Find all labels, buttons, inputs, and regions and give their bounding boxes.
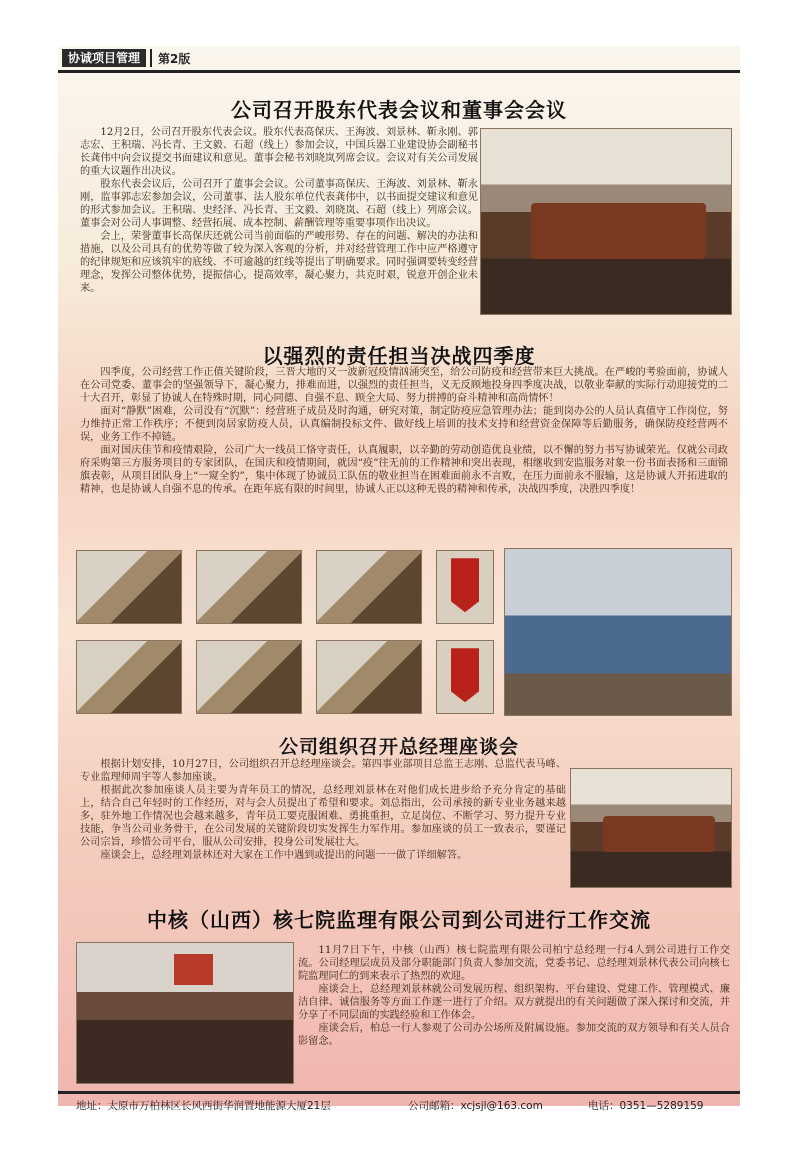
office-photo <box>76 640 182 714</box>
office-photo <box>316 640 422 714</box>
office-photo <box>316 550 422 624</box>
article-3-title: 公司组织召开总经理座谈会 <box>278 736 519 758</box>
article-2-paragraph: 面对“静默”困难，公司没有“沉默”：经营班子成员及时沟通，研究对策，制定防疫应急管理办法；能到岗办公的人员认真值守工作岗位，努力维持正常工作秩序；不便到岗居家防疫人员，认真编制投标文件、做好线上培训的技术支持和经营资金保障等后勤服务，确保防疫经营两不误，业务工作不掉链。 <box>80 406 728 443</box>
article-4-paragraph: 座谈会后，柏总一行人参观了公司办公场所及附属设施。参加交流的双方领导和有关人员合影留念。 <box>298 1023 730 1047</box>
article-1-paragraph: 12月2日，公司召开股东代表会议。股东代表高保庆、王海波、刘景林、靳永刚、郭志宏、王积瑞、冯长青、王文毅、石超（线上）参加会议，中国兵器工业建设协会副秘书长龚伟中向会议提交书面建议和意见。董事会秘书刘晓岚列席会议。会议对有关公司发展的重大议题作出决议。 <box>80 127 478 177</box>
office-photo <box>196 640 302 714</box>
forum-photo <box>570 768 732 888</box>
article-3-paragraph: 根据计划安排，10月27日，公司组织召开总经理座谈会。第四事业部项目总监王志刚、总监代表马峰、专业监理师周宇等人参加座谈。 <box>80 759 566 783</box>
article-3-paragraph: 根据此次参加座谈人员主要为青年员工的情况，总经理刘景林在对他们成长进步给予充分肯定的基础上，结合自己年轻时的工作经历，对与会人员提出了希望和要求。刘总指出，公司承接的新专业业务越来越多，驻外地工作情况也会越来越多，青年员工要克服困难、勇挑重担，立足岗位、不断学习、努力提升专业技能，争当公司业务骨干，在公司发展的关键阶段切实发挥生力军作用。参加座谈的员工一致表示，要谨记公司宗旨，珍惜公司平台，服从公司安排，投身公司发展壮大。 <box>80 785 566 848</box>
article-4-title: 中核（山西）核七院监理有限公司到公司进行工作交流 <box>147 908 651 932</box>
article-3-body <box>80 758 566 862</box>
team-group-photo <box>504 548 732 716</box>
pennant-photo <box>436 550 494 624</box>
article-3-paragraph: 座谈会上，总经理刘景林还对大家在工作中遇到或提出的问题一一做了详细解答。 <box>100 850 468 861</box>
page-footer <box>58 1091 740 1116</box>
office-photo <box>76 550 182 624</box>
paper-name: 协诚项目管理 <box>62 49 146 67</box>
footer-phone: 电话：0351—5289159 <box>588 1100 704 1112</box>
pennant-photo <box>436 640 494 714</box>
article-2-paragraph: 面对国庆佳节和疫情艰险，公司广大一线员工恪守责任，认真履职，以辛勤的劳动创造优良业绩，以不懈的努力书写协诚荣光。仅就公司政府采购第三方服务项目的专家团队，在国庆和疫情期间，就因“疫”往无前的工作精神和突出表现，相继收到安监服务对象一份书面表扬和三面锦旗表彰，从项目团队身上“一窥全豹”，集中体现了协诚员工队伍的敬业担当在困难面前永不言败，在压力面前永不服输，这是协诚人开拓进取的精神，也是协诚人自强不息的传承。在距年底有限的时间里，协诚人正以这种无畏的精神和传承，决战四季度，决胜四季度！ <box>80 445 728 495</box>
article-2-title: 以强烈的责任担当决战四季度 <box>262 344 536 368</box>
footer-address: 地址：太原市万柏林区长风西街华润置地能源大厦21层 <box>76 1100 331 1112</box>
article-2-body <box>80 366 728 496</box>
exchange-meeting-photo <box>76 942 294 1084</box>
article-1-paragraph: 股东代表会议后，公司召开了董事会会议。公司董事高保庆、王海波、刘景林、靳永刚，监事郭志宏参加会议，公司董事、法人股东单位代表龚伟中，以书面提交建议和意见的形式参加会议。王积瑞、史经泽、冯长青、王文毅、刘晓岚、石超（线上）列席会议。董事会对公司人事调整、经营拓展、成本控制、薪酬管理等重要事项作出决议。 <box>80 179 478 229</box>
newspaper-page <box>58 46 740 1106</box>
edition-label: 第2版 <box>158 52 191 66</box>
office-photo <box>196 550 302 624</box>
article-1-paragraph: 会上，荣誉董事长高保庆还就公司当前面临的严峻形势、存在的问题、解决的办法和措施，以及公司具有的优势等做了较为深入客观的分析，并对经营管理工作中应严格遵守的纪律规矩和应该筑牢的底线、不可逾越的红线等提出了明确要求。同时强调要转变经营理念，发挥公司整体优势，提振信心，提高效率，凝心聚力，共克时艰，锐意开创企业未来。 <box>80 231 478 294</box>
article-4-body <box>298 944 730 1048</box>
article-2-paragraph: 四季度，公司经营工作正值关键阶段，三晋大地的又一波新冠疫情汹涌突至，给公司防疫和经营带来巨大挑战。在严峻的考验面前，协诚人在公司党委、董事会的坚强领导下，凝心聚力，排难而进，以强烈的责任担当，义无反顾地投身四季度决战，以敬业奉献的实际行动迎接党的二十大召开，彰显了协诚人在特殊时期，同心同德、自强不息、顾全大局、努力拼搏的奋斗精神和高尚情怀！ <box>80 367 728 404</box>
page-header <box>58 46 740 73</box>
header-divider <box>150 49 152 67</box>
article-1-body <box>80 126 478 295</box>
footer-email: 公司邮箱：xcjsjl@163.com <box>408 1100 543 1112</box>
article-1-title: 公司召开股东代表会议和董事会会议 <box>231 98 567 122</box>
article-4-paragraph: 座谈会上，总经理刘景林就公司发展历程、组织架构、平台建设、党建工作、管理模式、廉洁自律、诚信服务等方面工作逐一进行了介绍。双方就提出的有关问题做了深入探讨和交流，并分享了不同层面的实践经验和工作体会。 <box>298 984 730 1021</box>
board-meeting-photo <box>480 128 732 315</box>
article-4-paragraph: 11月7日下午，中核（山西）核七院监理有限公司柏宁总经理一行4人到公司进行工作交流。公司经理层成员及部分职能部门负责人参加交流，党委书记、总经理刘景林代表公司向核七院监理同仁的到来表示了热烈的欢迎。 <box>298 945 730 982</box>
